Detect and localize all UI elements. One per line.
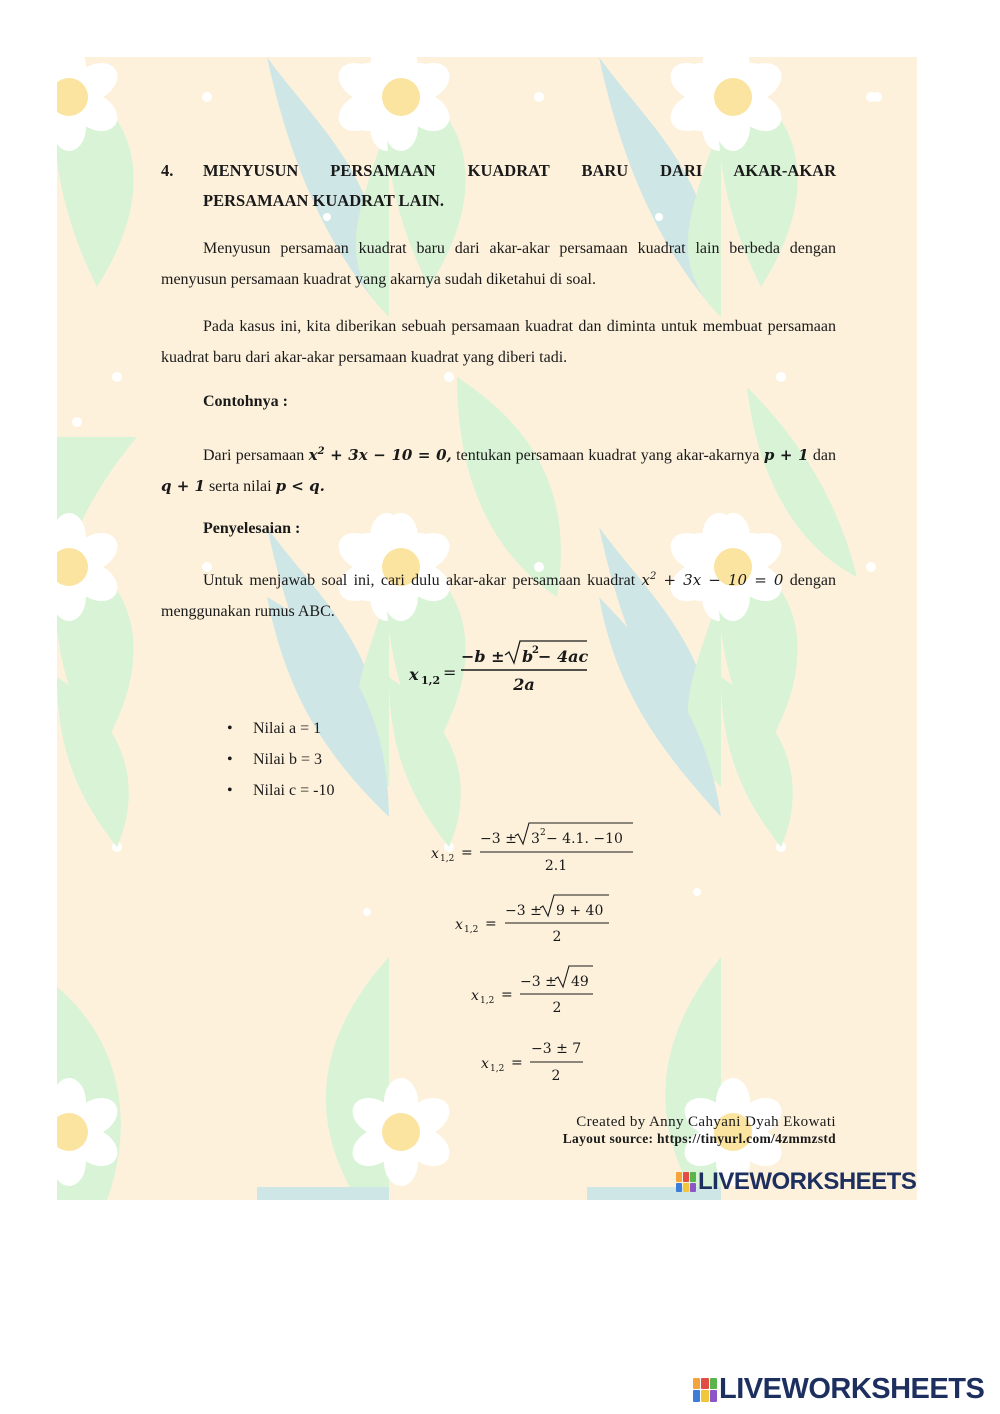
list-item (227, 713, 334, 744)
solution-text-b: dengan menggunakan rumus ABC. (161, 572, 836, 620)
abc-formula (57, 632, 917, 702)
solution-label: Penyelesaian : (203, 520, 301, 537)
solution-eq-prefix: x (641, 571, 650, 589)
abc-rad-b: − 4ac (538, 647, 589, 666)
liveworksheets-logo-icon (676, 1172, 696, 1192)
step2-subscript: 1,2 (464, 925, 479, 935)
step1-lhs: x (431, 846, 439, 862)
step1-subscript: 1,2 (440, 854, 455, 864)
step2-lhs: x (455, 917, 463, 933)
coefficient-list (227, 713, 334, 806)
example-label: Contohnya : (203, 393, 288, 410)
liveworksheets-logo-text: LIVEWORKSHEETS (698, 1168, 917, 1195)
step4-denominator: 2 (551, 1068, 561, 1084)
solution-equation (642, 571, 784, 589)
example-paragraph (161, 436, 836, 502)
step3-equals: = (501, 987, 513, 1003)
example-condition: p < q. (275, 477, 325, 495)
worksheet-content (57, 57, 917, 1200)
step3-radicand: 49 (571, 974, 589, 990)
coefficient-c: Nilai c = -10 (253, 782, 335, 799)
step1-num-a: −3 ± (480, 831, 517, 847)
step1-denominator: 2.1 (544, 858, 568, 874)
abc-equals: = (443, 663, 457, 682)
abc-subscript: 1,2 (421, 674, 441, 687)
step4-lhs: x (481, 1056, 489, 1072)
step3-num-a: −3 ± (520, 974, 557, 990)
worksheet-page (57, 57, 917, 1200)
abc-rad-a: b (522, 647, 534, 666)
example-text-a: Dari persamaan (203, 447, 305, 464)
step4-numerator: −3 ± 7 (531, 1041, 582, 1057)
solution-eq-suffix: + 3x − 10 = 0 (656, 571, 784, 589)
bullet-icon: • (227, 720, 233, 737)
step3-subscript: 1,2 (480, 996, 495, 1006)
example-text-c: dan (812, 447, 837, 464)
step1-rad-b: − 4.1. −10 (546, 831, 623, 847)
intro-paragraph: Menyusun persamaan kuadrat baru dari akar-akar persamaan kuadrat lain berbeda dengan menyusun persamaan kuadrat yang akarnya sudah diketahui di soal. (161, 240, 836, 288)
abc-rad-power: 2 (532, 645, 539, 656)
bullet-icon: • (227, 782, 233, 799)
example-root2: q + 1 (161, 477, 205, 495)
liveworksheets-logo (676, 1168, 916, 1196)
step1-rad-a: 3 (531, 831, 540, 847)
step2-equals: = (485, 916, 497, 932)
example-eq-power: 2 (317, 446, 325, 457)
list-item (227, 775, 334, 806)
example-eq-prefix: x (308, 446, 318, 464)
step3-denominator: 2 (552, 1000, 562, 1016)
calculation-steps (57, 817, 917, 1097)
credit-layout-source: Layout source: https://tinyurl.com/4zmmzstd (562, 1131, 836, 1146)
step2-denominator: 2 (552, 929, 562, 945)
abc-lhs: x (409, 665, 419, 684)
coefficient-a: Nilai a = 1 (253, 720, 322, 737)
section-title-line1: MENYUSUN PERSAMAAN KUADRAT BARU DARI AKAR-AKAR (203, 161, 836, 180)
solution-paragraph (161, 561, 836, 627)
credit-author: Created by Anny Cahyani Dyah Ekowati (576, 1114, 836, 1130)
solution-text-a: Untuk menjawab soal ini, cari dulu akar-akar persamaan kuadrat (203, 572, 636, 589)
section-number: 4. (161, 161, 174, 180)
example-eq-suffix: + 3x − 10 = 0, (324, 446, 452, 464)
step3-lhs: x (471, 988, 479, 1004)
example-text-d: serta nilai (208, 478, 272, 495)
step4-subscript: 1,2 (490, 1064, 505, 1074)
bullet-icon: • (227, 751, 233, 768)
liveworksheets-footer-logo-icon (693, 1378, 717, 1402)
liveworksheets-footer-logo-text: LIVEWORKSHEETS (719, 1373, 985, 1405)
step1-rad-power: 2 (540, 828, 546, 838)
step2-radicand: 9 + 40 (556, 903, 604, 919)
abc-denominator: 2a (513, 675, 535, 694)
list-item (227, 744, 334, 775)
liveworksheets-footer-logo (693, 1373, 984, 1406)
example-equation (309, 446, 452, 464)
step4-equals: = (511, 1055, 523, 1071)
example-text-b: tentukan persamaan kuadrat yang akar-akarnya (456, 447, 760, 464)
solution-eq-power: 2 (649, 571, 657, 582)
step1-equals: = (461, 845, 473, 861)
example-root1: p + 1 (763, 446, 809, 464)
case-paragraph: Pada kasus ini, kita diberikan sebuah persamaan kuadrat dan diminta untuk membuat persamaan kuadrat baru dari akar-akar persamaan kuadrat yang diberi tadi. (161, 318, 836, 366)
coefficient-b: Nilai b = 3 (253, 751, 323, 768)
abc-num-a: −b ± (461, 647, 505, 666)
section-title-line2: PERSAMAAN KUADRAT LAIN. (203, 191, 444, 210)
step2-num-a: −3 ± (505, 903, 542, 919)
